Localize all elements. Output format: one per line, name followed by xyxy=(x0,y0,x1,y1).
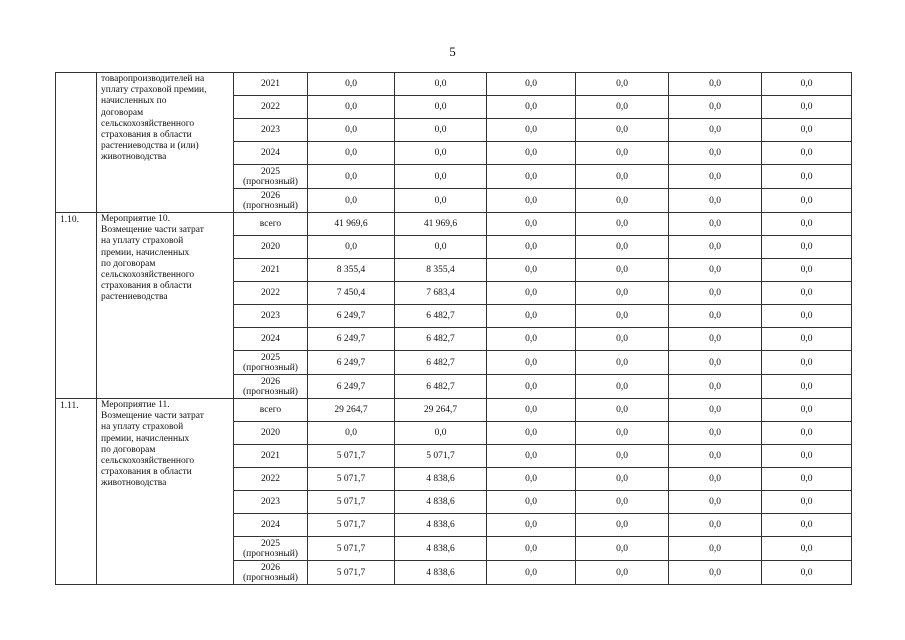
value-cell: 0,0 xyxy=(576,468,669,491)
period-label: 2022 xyxy=(261,474,280,484)
value-cell: 6 249,7 xyxy=(308,351,395,375)
value-cell: 0,0 xyxy=(669,142,762,165)
period-label: 2026 xyxy=(261,376,280,387)
period-cell xyxy=(234,305,308,328)
value-cell: 0,0 xyxy=(762,259,852,282)
period-cell xyxy=(234,73,308,96)
period-label: 2020 xyxy=(261,242,280,252)
value-cell: 5 071,7 xyxy=(308,514,395,537)
period-label: 2026 xyxy=(261,190,280,201)
period-label: 2023 xyxy=(261,125,280,135)
value-cell: 5 071,7 xyxy=(308,561,395,585)
period-label: 2021 xyxy=(261,265,280,275)
value-cell: 0,0 xyxy=(669,282,762,305)
value-cell: 0,0 xyxy=(487,189,576,213)
value-cell: 0,0 xyxy=(395,189,487,213)
description-line: страхования в области xyxy=(101,467,192,478)
value-cell: 0,0 xyxy=(669,351,762,375)
description-line: растениеводства xyxy=(101,292,168,303)
value-cell: 0,0 xyxy=(487,119,576,142)
value-cell: 0,0 xyxy=(762,73,852,96)
value-cell: 0,0 xyxy=(395,119,487,142)
description-line: на уплату страховой xyxy=(101,236,184,247)
description-line: Возмещение части затрат xyxy=(101,225,204,236)
description-line: уплату страховой премии, xyxy=(101,85,207,96)
value-cell: 6 482,7 xyxy=(395,305,487,328)
period-label: 2020 xyxy=(261,428,280,438)
description-line: сельскохозяйственного xyxy=(101,456,195,467)
value-cell: 0,0 xyxy=(395,236,487,259)
value-cell: 0,0 xyxy=(669,96,762,119)
table-body xyxy=(56,73,852,585)
value-cell: 0,0 xyxy=(487,282,576,305)
period-cell xyxy=(234,259,308,282)
period-cell xyxy=(234,514,308,537)
value-cell: 0,0 xyxy=(576,328,669,351)
value-cell: 0,0 xyxy=(308,142,395,165)
value-cell: 0,0 xyxy=(308,189,395,213)
value-cell: 0,0 xyxy=(762,189,852,213)
value-cell: 0,0 xyxy=(669,468,762,491)
description-line: сельскохозяйственного xyxy=(101,118,195,129)
value-cell: 0,0 xyxy=(487,375,576,399)
value-cell: 0,0 xyxy=(487,142,576,165)
value-cell: 0,0 xyxy=(395,73,487,96)
period-label: всего xyxy=(259,405,282,415)
value-cell: 0,0 xyxy=(487,328,576,351)
value-cell: 0,0 xyxy=(487,351,576,375)
value-cell: 0,0 xyxy=(487,213,576,236)
description-line: на уплату страховой xyxy=(101,422,184,433)
value-cell: 7 450,4 xyxy=(308,282,395,305)
period-label: 2025 xyxy=(261,166,280,177)
value-cell: 4 838,6 xyxy=(395,468,487,491)
table-row xyxy=(56,399,852,422)
description-line: животноводства xyxy=(101,478,167,489)
value-cell: 0,0 xyxy=(576,351,669,375)
period-cell xyxy=(234,445,308,468)
value-cell: 0,0 xyxy=(576,73,669,96)
period-cell xyxy=(234,328,308,351)
period-cell xyxy=(234,189,308,213)
value-cell: 0,0 xyxy=(576,561,669,585)
description-line: Возмещение части затрат xyxy=(101,411,204,422)
value-cell: 0,0 xyxy=(669,537,762,561)
period-label: 2021 xyxy=(261,79,280,89)
value-cell: 4 838,6 xyxy=(395,537,487,561)
description-line: договорам xyxy=(101,107,144,118)
value-cell: 0,0 xyxy=(669,119,762,142)
value-cell: 0,0 xyxy=(576,375,669,399)
value-cell: 0,0 xyxy=(669,561,762,585)
value-cell: 0,0 xyxy=(669,445,762,468)
value-cell: 8 355,4 xyxy=(308,259,395,282)
value-cell: 6 249,7 xyxy=(308,305,395,328)
description-line: по договорам xyxy=(101,444,156,455)
value-cell: 0,0 xyxy=(308,422,395,445)
section-number: 1.10. xyxy=(56,213,97,399)
value-cell: 0,0 xyxy=(576,445,669,468)
page-number: 5 xyxy=(449,44,456,59)
period-cell xyxy=(234,282,308,305)
value-cell: 6 482,7 xyxy=(395,351,487,375)
value-cell: 0,0 xyxy=(669,73,762,96)
period-cell xyxy=(234,375,308,399)
description-line: премии, начисленных xyxy=(101,433,190,444)
value-cell: 0,0 xyxy=(487,422,576,445)
value-cell: 0,0 xyxy=(669,189,762,213)
value-cell: 0,0 xyxy=(487,561,576,585)
value-cell: 0,0 xyxy=(308,96,395,119)
section-description xyxy=(97,73,234,213)
section-description xyxy=(97,213,234,399)
description-line: Мероприятие 11. xyxy=(101,400,170,410)
description-line: страхования в области xyxy=(101,281,192,292)
value-cell: 0,0 xyxy=(576,282,669,305)
description-line: начисленных по xyxy=(101,96,167,107)
period-note: (прогнозный) xyxy=(243,572,298,583)
value-cell: 0,0 xyxy=(576,491,669,514)
value-cell: 5 071,7 xyxy=(308,491,395,514)
value-cell: 0,0 xyxy=(762,468,852,491)
description-line: растениеводства и (или) xyxy=(101,141,199,152)
description-line: страхования в области xyxy=(101,130,192,141)
value-cell: 0,0 xyxy=(395,422,487,445)
value-cell: 0,0 xyxy=(669,422,762,445)
period-cell xyxy=(234,236,308,259)
period-label: всего xyxy=(259,219,282,229)
period-cell xyxy=(234,468,308,491)
value-cell: 0,0 xyxy=(487,514,576,537)
value-cell: 0,0 xyxy=(669,305,762,328)
value-cell: 4 838,6 xyxy=(395,491,487,514)
period-note: (прогнозный) xyxy=(243,362,298,373)
value-cell: 0,0 xyxy=(762,491,852,514)
value-cell: 0,0 xyxy=(669,259,762,282)
value-cell: 4 838,6 xyxy=(395,561,487,585)
period-label: 2022 xyxy=(261,288,280,298)
value-cell: 0,0 xyxy=(762,119,852,142)
value-cell: 0,0 xyxy=(576,537,669,561)
section-number: 1.11. xyxy=(56,399,97,585)
value-cell: 0,0 xyxy=(395,96,487,119)
value-cell: 5 071,7 xyxy=(395,445,487,468)
budget-table xyxy=(55,72,852,585)
period-note: (прогнозный) xyxy=(243,548,298,559)
value-cell: 0,0 xyxy=(762,236,852,259)
description-line: животноводства xyxy=(101,152,167,163)
value-cell: 0,0 xyxy=(576,213,669,236)
value-cell: 0,0 xyxy=(395,165,487,189)
value-cell: 0,0 xyxy=(762,537,852,561)
value-cell: 0,0 xyxy=(487,236,576,259)
period-cell xyxy=(234,142,308,165)
value-cell: 0,0 xyxy=(762,445,852,468)
value-cell: 0,0 xyxy=(762,514,852,537)
value-cell: 29 264,7 xyxy=(308,399,395,422)
period-label: 2022 xyxy=(261,102,280,112)
period-cell xyxy=(234,537,308,561)
value-cell: 5 071,7 xyxy=(308,468,395,491)
value-cell: 0,0 xyxy=(762,399,852,422)
period-label: 2021 xyxy=(261,451,280,461)
value-cell: 8 355,4 xyxy=(395,259,487,282)
table-row xyxy=(56,213,852,236)
period-cell xyxy=(234,351,308,375)
value-cell: 0,0 xyxy=(669,399,762,422)
value-cell: 5 071,7 xyxy=(308,537,395,561)
value-cell: 0,0 xyxy=(576,259,669,282)
description-line: Мероприятие 10. xyxy=(101,214,171,224)
value-cell: 0,0 xyxy=(487,491,576,514)
description-line: товаропроизводителей на xyxy=(101,74,205,84)
value-cell: 0,0 xyxy=(308,165,395,189)
value-cell: 7 683,4 xyxy=(395,282,487,305)
value-cell: 0,0 xyxy=(576,119,669,142)
value-cell: 0,0 xyxy=(576,422,669,445)
period-cell xyxy=(234,119,308,142)
value-cell: 0,0 xyxy=(669,375,762,399)
value-cell: 0,0 xyxy=(576,399,669,422)
description-line: премии, начисленных xyxy=(101,247,190,258)
value-cell: 0,0 xyxy=(669,491,762,514)
value-cell: 29 264,7 xyxy=(395,399,487,422)
value-cell: 0,0 xyxy=(669,213,762,236)
value-cell: 0,0 xyxy=(576,165,669,189)
period-label: 2026 xyxy=(261,562,280,573)
value-cell: 0,0 xyxy=(669,514,762,537)
period-label: 2024 xyxy=(261,520,280,530)
value-cell: 0,0 xyxy=(762,165,852,189)
value-cell: 0,0 xyxy=(576,305,669,328)
value-cell: 6 249,7 xyxy=(308,328,395,351)
period-label: 2024 xyxy=(261,334,280,344)
value-cell: 0,0 xyxy=(669,165,762,189)
value-cell: 0,0 xyxy=(487,445,576,468)
period-cell xyxy=(234,165,308,189)
period-note: (прогнозный) xyxy=(243,386,298,397)
period-label: 2025 xyxy=(261,352,280,363)
period-label: 2025 xyxy=(261,538,280,549)
value-cell: 41 969,6 xyxy=(395,213,487,236)
value-cell: 0,0 xyxy=(576,96,669,119)
period-label: 2023 xyxy=(261,497,280,507)
description-line: сельскохозяйственного xyxy=(101,270,195,281)
value-cell: 0,0 xyxy=(576,142,669,165)
period-note: (прогнозный) xyxy=(243,200,298,211)
period-note: (прогнозный) xyxy=(243,176,298,187)
section-description xyxy=(97,399,234,585)
period-cell xyxy=(234,213,308,236)
value-cell: 4 838,6 xyxy=(395,514,487,537)
period-label: 2024 xyxy=(261,148,280,158)
period-cell xyxy=(234,561,308,585)
value-cell: 0,0 xyxy=(762,305,852,328)
value-cell: 0,0 xyxy=(308,119,395,142)
value-cell: 0,0 xyxy=(669,328,762,351)
value-cell: 41 969,6 xyxy=(308,213,395,236)
section-number xyxy=(56,73,97,213)
value-cell: 6 482,7 xyxy=(395,375,487,399)
value-cell: 0,0 xyxy=(487,73,576,96)
value-cell: 0,0 xyxy=(762,328,852,351)
period-cell xyxy=(234,422,308,445)
value-cell: 0,0 xyxy=(762,375,852,399)
period-cell xyxy=(234,491,308,514)
value-cell: 0,0 xyxy=(487,305,576,328)
value-cell: 5 071,7 xyxy=(308,445,395,468)
period-label: 2023 xyxy=(261,311,280,321)
value-cell: 0,0 xyxy=(762,561,852,585)
value-cell: 6 249,7 xyxy=(308,375,395,399)
value-cell: 0,0 xyxy=(487,399,576,422)
value-cell: 0,0 xyxy=(762,142,852,165)
value-cell: 0,0 xyxy=(669,236,762,259)
value-cell: 0,0 xyxy=(762,213,852,236)
value-cell: 0,0 xyxy=(576,189,669,213)
value-cell: 0,0 xyxy=(762,351,852,375)
value-cell: 0,0 xyxy=(395,142,487,165)
table-row xyxy=(56,73,852,96)
value-cell: 0,0 xyxy=(308,236,395,259)
description-line: по договорам xyxy=(101,258,156,269)
value-cell: 0,0 xyxy=(487,468,576,491)
period-cell xyxy=(234,399,308,422)
value-cell: 0,0 xyxy=(487,96,576,119)
value-cell: 6 482,7 xyxy=(395,328,487,351)
value-cell: 0,0 xyxy=(487,165,576,189)
value-cell: 0,0 xyxy=(576,236,669,259)
value-cell: 0,0 xyxy=(487,259,576,282)
value-cell: 0,0 xyxy=(762,422,852,445)
value-cell: 0,0 xyxy=(487,537,576,561)
value-cell: 0,0 xyxy=(308,73,395,96)
value-cell: 0,0 xyxy=(762,96,852,119)
value-cell: 0,0 xyxy=(576,514,669,537)
period-cell xyxy=(234,96,308,119)
value-cell: 0,0 xyxy=(762,282,852,305)
